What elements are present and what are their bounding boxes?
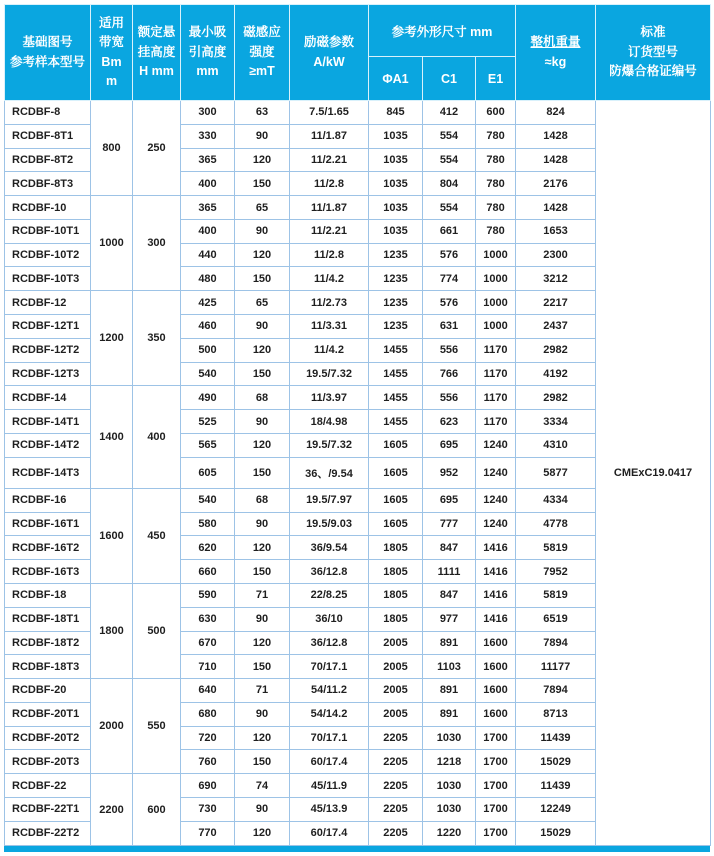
a1-cell: 1035: [369, 196, 423, 220]
c1-cell: 1030: [423, 797, 476, 821]
a1-cell: 2205: [369, 797, 423, 821]
mt-cell: 68: [235, 488, 290, 512]
weight-cell: 3334: [516, 410, 596, 434]
c1-cell: 847: [423, 536, 476, 560]
mt-cell: 150: [235, 362, 290, 386]
a1-cell: 1235: [369, 291, 423, 315]
e1-cell: 780: [476, 219, 516, 243]
model-cell: RCDBF-12: [5, 291, 91, 315]
weight-cell: 4192: [516, 362, 596, 386]
suspension-height-cell: 350: [133, 291, 181, 386]
model-cell: RCDBF-16: [5, 488, 91, 512]
excitation-cell: 11/3.31: [290, 315, 369, 339]
c1-cell: 1030: [423, 726, 476, 750]
min-height-cell: 540: [181, 488, 235, 512]
model-cell: RCDBF-22T1: [5, 797, 91, 821]
c1-cell: 554: [423, 148, 476, 172]
model-cell: RCDBF-14: [5, 386, 91, 410]
min-height-cell: 680: [181, 702, 235, 726]
weight-cell: 8713: [516, 702, 596, 726]
a1-cell: 1605: [369, 457, 423, 488]
model-cell: RCDBF-10T1: [5, 219, 91, 243]
min-height-cell: 630: [181, 607, 235, 631]
e1-cell: 1240: [476, 512, 516, 536]
weight-cell: 15029: [516, 750, 596, 774]
e1-cell: 1600: [476, 702, 516, 726]
e1-cell: 1170: [476, 338, 516, 362]
weight-cell: 1428: [516, 124, 596, 148]
excitation-cell: 11/1.87: [290, 124, 369, 148]
min-height-cell: 720: [181, 726, 235, 750]
model-cell: RCDBF-14T1: [5, 410, 91, 434]
excitation-cell: 19.5/7.97: [290, 488, 369, 512]
a1-cell: 1235: [369, 243, 423, 267]
mt-cell: 120: [235, 338, 290, 362]
c1-cell: 623: [423, 410, 476, 434]
mt-cell: 150: [235, 267, 290, 291]
a1-cell: 2205: [369, 726, 423, 750]
weight-cell: 11177: [516, 655, 596, 679]
a1-cell: 2205: [369, 750, 423, 774]
e1-cell: 1700: [476, 726, 516, 750]
e1-cell: 1416: [476, 583, 516, 607]
model-cell: RCDBF-16T3: [5, 560, 91, 584]
model-cell: RCDBF-14T3: [5, 457, 91, 488]
header-min-attraction-height: 最小吸 引高度 mm: [181, 5, 235, 101]
mt-cell: 63: [235, 101, 290, 125]
e1-cell: 1700: [476, 821, 516, 845]
excitation-cell: 36、/9.54: [290, 457, 369, 488]
e1-cell: 1416: [476, 536, 516, 560]
weight-cell: 824: [516, 101, 596, 125]
header-excitation: 励磁参数 A/kW: [290, 5, 369, 101]
bandwidth-cell: 1600: [91, 488, 133, 583]
min-height-cell: 710: [181, 655, 235, 679]
bandwidth-cell: 1800: [91, 583, 133, 678]
mt-cell: 71: [235, 679, 290, 703]
min-height-cell: 525: [181, 410, 235, 434]
model-cell: RCDBF-12T3: [5, 362, 91, 386]
model-cell: RCDBF-8T1: [5, 124, 91, 148]
a1-cell: 1235: [369, 267, 423, 291]
mt-cell: 74: [235, 774, 290, 798]
a1-cell: 1455: [369, 362, 423, 386]
weight-cell: 7894: [516, 679, 596, 703]
weight-cell: 7952: [516, 560, 596, 584]
excitation-cell: 60/17.4: [290, 750, 369, 774]
min-height-cell: 400: [181, 219, 235, 243]
weight-cell: 4334: [516, 488, 596, 512]
suspension-height-cell: 550: [133, 679, 181, 774]
weight-cell: 12249: [516, 797, 596, 821]
weight-cell: 5877: [516, 457, 596, 488]
model-cell: RCDBF-12T1: [5, 315, 91, 339]
e1-cell: 1240: [476, 433, 516, 457]
weight-cell: 2982: [516, 386, 596, 410]
c1-cell: 1030: [423, 774, 476, 798]
min-height-cell: 605: [181, 457, 235, 488]
excitation-cell: 11/1.87: [290, 196, 369, 220]
model-cell: RCDBF-22T2: [5, 821, 91, 845]
a1-cell: 1455: [369, 410, 423, 434]
excitation-cell: 11/3.97: [290, 386, 369, 410]
bandwidth-cell: 1000: [91, 196, 133, 291]
model-cell: RCDBF-20: [5, 679, 91, 703]
e1-cell: 1170: [476, 362, 516, 386]
suspension-height-cell: 500: [133, 583, 181, 678]
mt-cell: 90: [235, 607, 290, 631]
suspension-height-cell: 250: [133, 101, 181, 196]
a1-cell: 1605: [369, 512, 423, 536]
excitation-cell: 45/11.9: [290, 774, 369, 798]
weight-cell: 5819: [516, 583, 596, 607]
weight-cell: 2217: [516, 291, 596, 315]
certificate-cell: CMExC19.0417: [596, 101, 711, 846]
excitation-cell: 36/10: [290, 607, 369, 631]
a1-cell: 2005: [369, 702, 423, 726]
model-cell: RCDBF-18T3: [5, 655, 91, 679]
e1-cell: 780: [476, 196, 516, 220]
mt-cell: 120: [235, 243, 290, 267]
mt-cell: 150: [235, 655, 290, 679]
e1-cell: 780: [476, 172, 516, 196]
min-height-cell: 490: [181, 386, 235, 410]
mt-cell: 120: [235, 726, 290, 750]
excitation-cell: 19.5/7.32: [290, 362, 369, 386]
a1-cell: 1805: [369, 607, 423, 631]
model-cell: RCDBF-8: [5, 101, 91, 125]
mt-cell: 150: [235, 560, 290, 584]
a1-cell: 1035: [369, 148, 423, 172]
c1-cell: 847: [423, 583, 476, 607]
min-height-cell: 660: [181, 560, 235, 584]
c1-cell: 554: [423, 196, 476, 220]
suspension-height-cell: 450: [133, 488, 181, 583]
weight-cell: 6519: [516, 607, 596, 631]
excitation-cell: 11/2.8: [290, 172, 369, 196]
e1-cell: 1240: [476, 488, 516, 512]
a1-cell: 2005: [369, 679, 423, 703]
mt-cell: 90: [235, 124, 290, 148]
min-height-cell: 330: [181, 124, 235, 148]
e1-cell: 1600: [476, 655, 516, 679]
min-height-cell: 540: [181, 362, 235, 386]
model-cell: RCDBF-10T2: [5, 243, 91, 267]
c1-cell: 556: [423, 338, 476, 362]
c1-cell: 804: [423, 172, 476, 196]
mt-cell: 150: [235, 172, 290, 196]
a1-cell: 1805: [369, 560, 423, 584]
e1-cell: 1000: [476, 243, 516, 267]
table-header: [5, 5, 711, 101]
excitation-cell: 11/4.2: [290, 338, 369, 362]
header-bandwidth: 适用 带宽 Bm m: [91, 5, 133, 101]
spec-table-container: [4, 4, 710, 852]
model-cell: RCDBF-10: [5, 196, 91, 220]
c1-cell: 576: [423, 243, 476, 267]
header-suspension-height: 额定悬 挂高度 H mm: [133, 5, 181, 101]
mt-cell: 90: [235, 797, 290, 821]
header-dim-a1: ΦA1: [369, 57, 423, 101]
excitation-cell: 19.5/7.32: [290, 433, 369, 457]
e1-cell: 1700: [476, 750, 516, 774]
a1-cell: 1805: [369, 536, 423, 560]
e1-cell: 1600: [476, 679, 516, 703]
min-height-cell: 440: [181, 243, 235, 267]
weight-cell: 4778: [516, 512, 596, 536]
e1-cell: 780: [476, 148, 516, 172]
mt-cell: 120: [235, 433, 290, 457]
model-cell: RCDBF-18: [5, 583, 91, 607]
mt-cell: 90: [235, 219, 290, 243]
bandwidth-cell: 1200: [91, 291, 133, 386]
header-model: 基础图号 参考样本型号: [5, 5, 91, 101]
mt-cell: 90: [235, 410, 290, 434]
excitation-cell: 70/17.1: [290, 726, 369, 750]
excitation-cell: 11/4.2: [290, 267, 369, 291]
min-height-cell: 590: [181, 583, 235, 607]
header-standard-order: 标准 订货型号 防爆合格证编号: [596, 5, 711, 101]
a1-cell: 2205: [369, 774, 423, 798]
model-cell: RCDBF-12T2: [5, 338, 91, 362]
model-cell: RCDBF-18T2: [5, 631, 91, 655]
excitation-cell: 22/8.25: [290, 583, 369, 607]
e1-cell: 1170: [476, 386, 516, 410]
e1-cell: 1700: [476, 774, 516, 798]
model-cell: RCDBF-14T2: [5, 433, 91, 457]
excitation-cell: 11/2.21: [290, 219, 369, 243]
a1-cell: 1605: [369, 433, 423, 457]
weight-cell: 11439: [516, 726, 596, 750]
min-height-cell: 500: [181, 338, 235, 362]
a1-cell: 2005: [369, 655, 423, 679]
spec-table: [4, 4, 711, 846]
excitation-cell: 19.5/9.03: [290, 512, 369, 536]
mt-cell: 120: [235, 631, 290, 655]
e1-cell: 600: [476, 101, 516, 125]
mt-cell: 120: [235, 536, 290, 560]
c1-cell: 766: [423, 362, 476, 386]
weight-cell: 2982: [516, 338, 596, 362]
bandwidth-cell: 2000: [91, 679, 133, 774]
e1-cell: 1240: [476, 457, 516, 488]
mt-cell: 90: [235, 702, 290, 726]
mt-cell: 65: [235, 291, 290, 315]
header-weight: 整机重量 ≈kg: [516, 5, 596, 101]
weight-cell: 2176: [516, 172, 596, 196]
model-cell: RCDBF-8T2: [5, 148, 91, 172]
e1-cell: 1000: [476, 315, 516, 339]
c1-cell: 1220: [423, 821, 476, 845]
e1-cell: 780: [476, 124, 516, 148]
weight-cell: 1653: [516, 219, 596, 243]
excitation-cell: 36/12.8: [290, 631, 369, 655]
header-magnetic-induction: 磁感应 强度 ≥mT: [235, 5, 290, 101]
c1-cell: 777: [423, 512, 476, 536]
min-height-cell: 565: [181, 433, 235, 457]
mt-cell: 90: [235, 315, 290, 339]
excitation-cell: 54/14.2: [290, 702, 369, 726]
c1-cell: 1218: [423, 750, 476, 774]
min-height-cell: 400: [181, 172, 235, 196]
min-height-cell: 770: [181, 821, 235, 845]
a1-cell: 1455: [369, 338, 423, 362]
min-height-cell: 640: [181, 679, 235, 703]
mt-cell: 120: [235, 821, 290, 845]
e1-cell: 1600: [476, 631, 516, 655]
excitation-cell: 18/4.98: [290, 410, 369, 434]
c1-cell: 554: [423, 124, 476, 148]
min-height-cell: 425: [181, 291, 235, 315]
a1-cell: 1455: [369, 386, 423, 410]
model-cell: RCDBF-20T2: [5, 726, 91, 750]
excitation-cell: 11/2.8: [290, 243, 369, 267]
excitation-cell: 36/12.8: [290, 560, 369, 584]
min-height-cell: 580: [181, 512, 235, 536]
min-height-cell: 460: [181, 315, 235, 339]
min-height-cell: 300: [181, 101, 235, 125]
a1-cell: 1035: [369, 124, 423, 148]
e1-cell: 1416: [476, 607, 516, 631]
weight-cell: 15029: [516, 821, 596, 845]
header-dimensions-group: 参考外形尺寸 mm: [369, 5, 516, 57]
bandwidth-cell: 800: [91, 101, 133, 196]
c1-cell: 891: [423, 679, 476, 703]
c1-cell: 412: [423, 101, 476, 125]
excitation-cell: 11/2.21: [290, 148, 369, 172]
table-row: [5, 101, 711, 125]
min-height-cell: 365: [181, 196, 235, 220]
c1-cell: 977: [423, 607, 476, 631]
mt-cell: 90: [235, 512, 290, 536]
mt-cell: 71: [235, 583, 290, 607]
e1-cell: 1700: [476, 797, 516, 821]
a1-cell: 1805: [369, 583, 423, 607]
weight-cell: 4310: [516, 433, 596, 457]
model-cell: RCDBF-20T3: [5, 750, 91, 774]
a1-cell: 845: [369, 101, 423, 125]
a1-cell: 2205: [369, 821, 423, 845]
model-cell: RCDBF-16T1: [5, 512, 91, 536]
c1-cell: 1111: [423, 560, 476, 584]
a1-cell: 1035: [369, 219, 423, 243]
min-height-cell: 480: [181, 267, 235, 291]
c1-cell: 695: [423, 488, 476, 512]
excitation-cell: 54/11.2: [290, 679, 369, 703]
c1-cell: 695: [423, 433, 476, 457]
min-height-cell: 620: [181, 536, 235, 560]
mt-cell: 150: [235, 457, 290, 488]
min-height-cell: 760: [181, 750, 235, 774]
excitation-cell: 7.5/1.65: [290, 101, 369, 125]
e1-cell: 1000: [476, 267, 516, 291]
weight-cell: 2300: [516, 243, 596, 267]
c1-cell: 1103: [423, 655, 476, 679]
excitation-cell: 70/17.1: [290, 655, 369, 679]
model-cell: RCDBF-22: [5, 774, 91, 798]
model-cell: RCDBF-16T2: [5, 536, 91, 560]
c1-cell: 952: [423, 457, 476, 488]
weight-cell: 3212: [516, 267, 596, 291]
weight-cell: 7894: [516, 631, 596, 655]
c1-cell: 631: [423, 315, 476, 339]
min-height-cell: 690: [181, 774, 235, 798]
suspension-height-cell: 600: [133, 774, 181, 846]
weight-cell: 1428: [516, 196, 596, 220]
excitation-cell: 36/9.54: [290, 536, 369, 560]
mt-cell: 68: [235, 386, 290, 410]
weight-cell: 1428: [516, 148, 596, 172]
model-cell: RCDBF-18T1: [5, 607, 91, 631]
excitation-cell: 60/17.4: [290, 821, 369, 845]
a1-cell: 1035: [369, 172, 423, 196]
header-dim-c1: C1: [423, 57, 476, 101]
weight-cell: 2437: [516, 315, 596, 339]
a1-cell: 1605: [369, 488, 423, 512]
e1-cell: 1000: [476, 291, 516, 315]
c1-cell: 556: [423, 386, 476, 410]
c1-cell: 661: [423, 219, 476, 243]
min-height-cell: 365: [181, 148, 235, 172]
suspension-height-cell: 400: [133, 386, 181, 488]
min-height-cell: 730: [181, 797, 235, 821]
table-body: [5, 101, 711, 846]
a1-cell: 2005: [369, 631, 423, 655]
min-height-cell: 670: [181, 631, 235, 655]
mt-cell: 120: [235, 148, 290, 172]
bandwidth-cell: 1400: [91, 386, 133, 488]
e1-cell: 1170: [476, 410, 516, 434]
c1-cell: 576: [423, 291, 476, 315]
bandwidth-cell: 2200: [91, 774, 133, 846]
a1-cell: 1235: [369, 315, 423, 339]
header-dim-e1: E1: [476, 57, 516, 101]
e1-cell: 1416: [476, 560, 516, 584]
suspension-height-cell: 300: [133, 196, 181, 291]
model-cell: RCDBF-8T3: [5, 172, 91, 196]
c1-cell: 774: [423, 267, 476, 291]
weight-cell: 11439: [516, 774, 596, 798]
model-cell: RCDBF-20T1: [5, 702, 91, 726]
c1-cell: 891: [423, 631, 476, 655]
excitation-cell: 11/2.73: [290, 291, 369, 315]
c1-cell: 891: [423, 702, 476, 726]
weight-cell: 5819: [516, 536, 596, 560]
mt-cell: 65: [235, 196, 290, 220]
excitation-cell: 45/13.9: [290, 797, 369, 821]
model-cell: RCDBF-10T3: [5, 267, 91, 291]
mt-cell: 150: [235, 750, 290, 774]
